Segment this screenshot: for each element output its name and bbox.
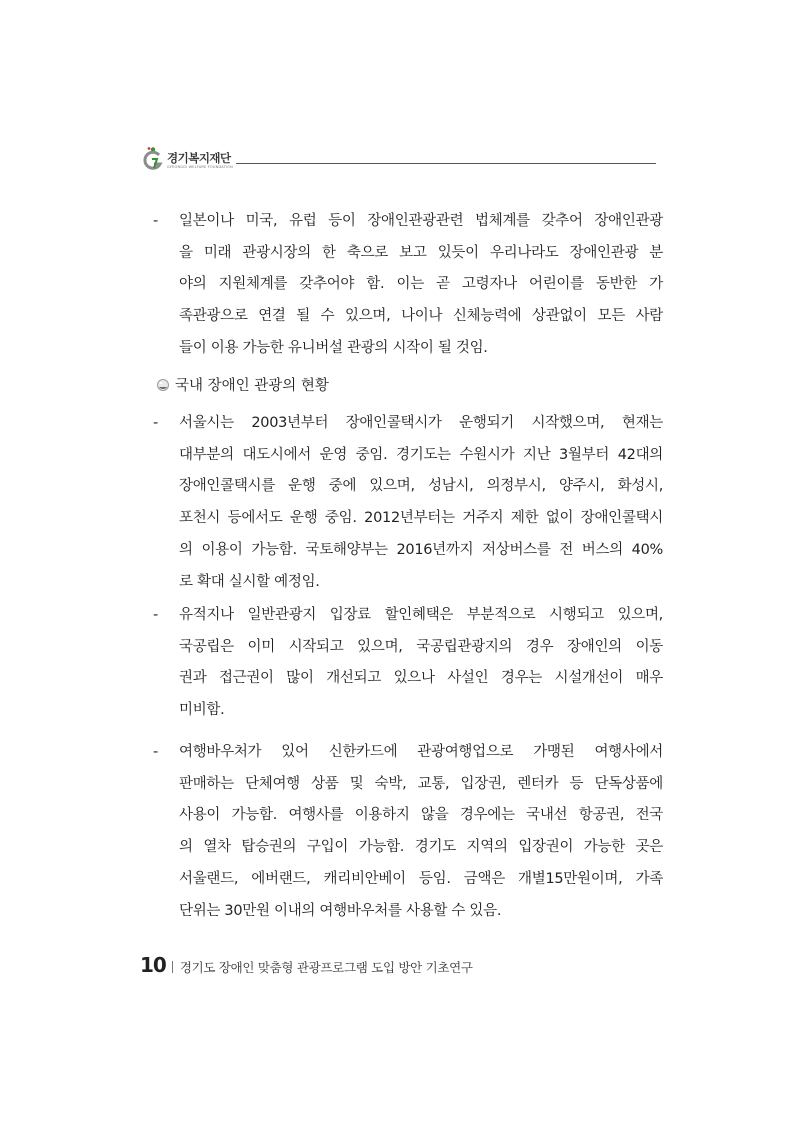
text-line: 의 이용이 가능함. 국토해양부는 2016년까지 저상버스를 전 버스의 40%: [179, 541, 663, 558]
text-line: 미비함.: [179, 702, 225, 719]
circle-bullet-icon: [156, 378, 170, 392]
intro-paragraph: [153, 206, 663, 365]
text-line: 을 미래 관광시장의 한 축으로 보고 있듯이 우리나라도 장애인관광 분: [179, 244, 663, 261]
text-line: 들이 이용 가능한 유니버설 관광의 시작이 될 것임.: [179, 339, 488, 356]
text-line: 판매하는 단체여행 상품 및 숙박, 교통, 입장권, 렌터카 등 단독상품에: [179, 775, 663, 792]
text-line: 포천시 등에서도 운행 중임. 2012년부터는 거주지 제한 없이 장애인콜택시: [179, 510, 663, 527]
text-line: 서울랜드, 에버랜드, 캐리비안베이 등임. 금액은 개별15만원이며, 가족: [179, 870, 663, 887]
text-line: 족관광으로 연결 될 수 있으며, 나이나 신체능력에 상관없이 모든 사람: [179, 308, 663, 325]
list-item: [153, 737, 663, 927]
list-dash: -: [153, 213, 159, 229]
page-footer: [140, 953, 473, 981]
foundation-name: 경기복지재단: [167, 151, 231, 165]
list-dash: -: [153, 607, 159, 623]
text-line: 단위는 30만원 이내의 여행바우처를 사용할 수 있음.: [179, 902, 502, 919]
section-title: 국내 장애인 관광의 현황: [175, 378, 329, 394]
page-number: 10: [140, 953, 166, 977]
text-line: 의 열차 탑승권의 구입이 가능함. 경기도 지역의 입장권이 가능한 곳은: [179, 839, 663, 856]
footer-title: 경기도 장애인 맞춤형 관광프로그램 도입 방안 기초연구: [179, 960, 473, 975]
text-line: 장애인콜택시를 운행 중에 있으며, 성남시, 의정부시, 양주시, 화성시,: [179, 478, 663, 495]
status-item-taxi: [153, 408, 663, 598]
list-item: [153, 206, 663, 365]
text-line: 로 확대 실시할 예정임.: [179, 573, 320, 590]
text-line: 국공립은 이미 시작되고 있으며, 국공립관광지의 경우 장애인의 이동: [179, 638, 663, 655]
list-item: [153, 600, 663, 727]
foundation-logo-icon: [140, 146, 164, 172]
text-line: 일본이나 미국, 유럽 등이 장애인관광관련 법체계를 갖추어 장애인관광: [179, 213, 663, 229]
text-line: 사용이 가능함. 여행사를 이용하지 않을 경우에는 국내선 항공권, 전국: [179, 807, 663, 824]
foundation-subtitle: GYEONGGI WELFARE FOUNDATION: [167, 165, 233, 169]
text-line: 야의 지원체계를 갖추어야 함. 이는 곧 고령자나 어린이를 동반한 가: [179, 276, 663, 293]
text-line: 권과 접근권이 많이 개선되고 있으나 사설인 경우는 시설개선이 매우: [179, 670, 663, 687]
text-line: 유적지나 일반관광지 입장료 할인혜택은 부분적으로 시행되고 있으며,: [179, 607, 663, 623]
page-header: [140, 146, 656, 176]
list-dash: -: [153, 744, 159, 760]
status-item-admission: [153, 600, 663, 727]
section-heading: [156, 374, 329, 398]
text-line: 서울시는 2003년부터 장애인콜택시가 운행되기 시작했으며, 현재는: [179, 415, 663, 431]
text-line: 대부분의 대도시에서 운영 중임. 경기도는 수원시가 지난 3월부터 42대의: [179, 446, 663, 463]
list-dash: -: [153, 415, 159, 431]
text-line: 여행바우처가 있어 신한카드에 관광여행업으로 가맹된 여행사에서: [179, 744, 663, 760]
header-rule: [236, 163, 656, 164]
list-item: [153, 408, 663, 598]
footer-divider: [172, 961, 173, 973]
status-item-voucher: [153, 737, 663, 927]
